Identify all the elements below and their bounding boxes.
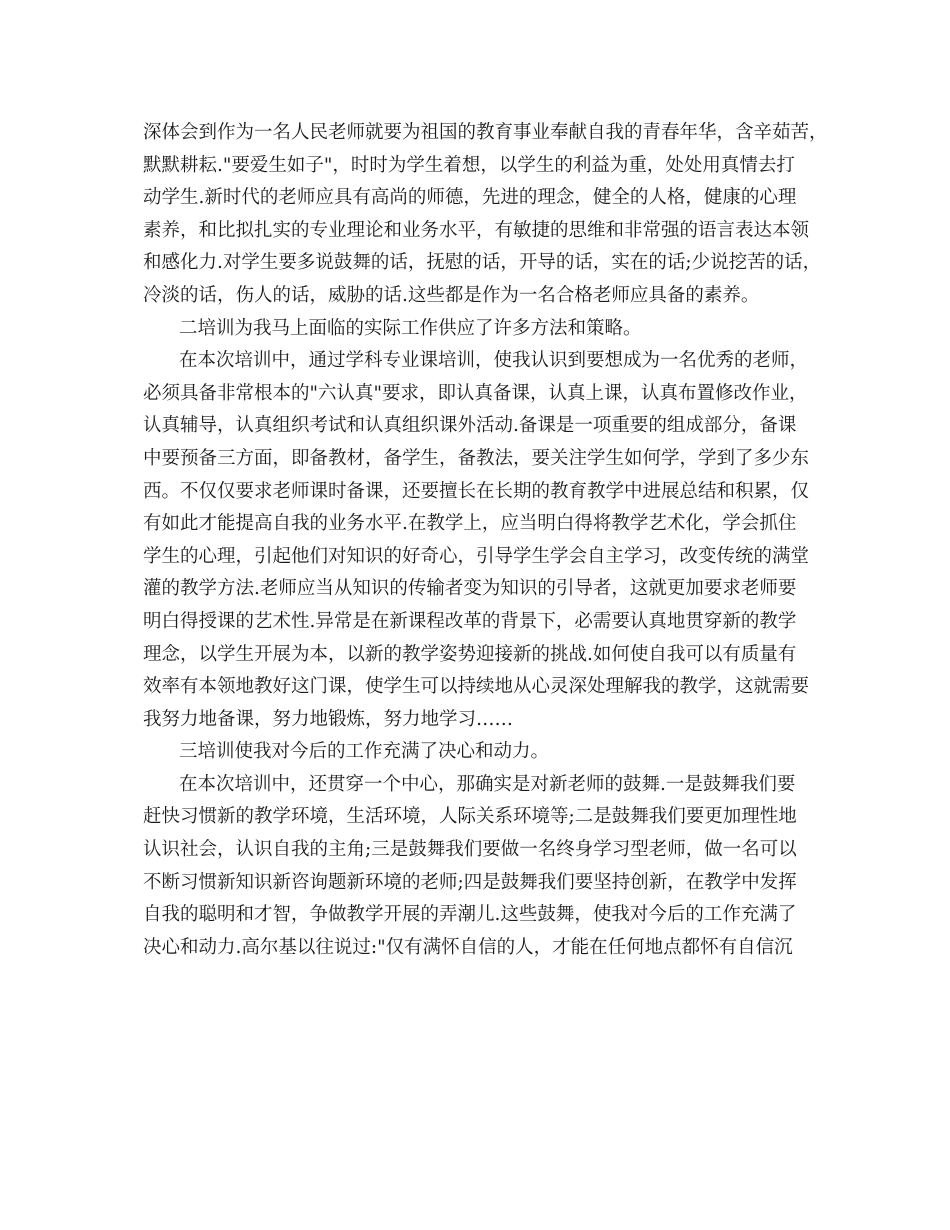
text-line: 赶快习惯新的教学环境，生活环境，人际关系环境等;二是鼓舞我们要更加理性地 — [143, 806, 797, 828]
text-line: 冷淡的话，伤人的话，威胁的话.这些都是作为一名合格老师应具备的素养。 — [143, 284, 760, 306]
text-line: 深体会到作为一名人民老师就要为祖国的教育事业奉献自我的青春年华，含辛茹苦， — [143, 122, 828, 143]
text-line: 灌的教学方法.老师应当从知识的传输者变为知识的引导者，这就更加要求老师要 — [143, 578, 797, 600]
text-line: 西。不仅仅要求老师课时备课，还要擅长在长期的教育教学中进展总结和积累，仅 — [143, 480, 810, 502]
text-line: 有如此才能提高自我的业务水平.在教学上，应当明白得将教学艺术化，学会抓住 — [143, 513, 797, 535]
text-line: 决心和动力.高尔基以往说过:"仅有满怀自信的人，才能在任何地点都怀有自信沉 — [143, 936, 793, 958]
text-line: 动学生.新时代的老师应具有高尚的师德，先进的理念，健全的人格，健康的心理 — [143, 187, 797, 209]
text-line: 在本次培训中，还贯穿一个中心，那确实是对新老师的鼓舞.一是鼓舞我们要 — [179, 773, 796, 795]
text-line: 理念，以学生开展为本，以新的教学姿势迎接新的挑战.如何使自我可以有质量有 — [143, 643, 797, 665]
text-line: 和感化力.对学生要多说鼓舞的话，抚慰的话，开导的话，实在的话;少说挖苦的话， — [143, 252, 822, 274]
text-line: 认识社会，认识自我的主角;三是鼓舞我们要做一名终身学习型老师，做一名可以 — [143, 839, 797, 861]
text-line: 在本次培训中，通过学科专业课培训，使我认识到要想成为一名优秀的老师， — [179, 350, 809, 372]
text-line: 认真辅导，认真组织考试和认真组织课外活动.备课是一项重要的组成部分，备课 — [143, 415, 797, 437]
text-line: 中要预备三方面，即备教材，备学生，备教法，要关注学生如何学，学到了多少东 — [143, 447, 810, 469]
text-line: 我努力地备课，努力地锻炼，努力地学习…… — [143, 708, 514, 730]
text-line: 默默耕耘."要爱生如子"，时时为学生着想，以学生的利益为重，处处用真情去打 — [143, 154, 795, 176]
text-line: 明白得授课的艺术性.异常是在新课程改革的背景下，必需要认真地贯穿新的教学 — [143, 610, 797, 632]
text-line: 不断习惯新知识新咨询题新环境的老师;四是鼓舞我们要坚持创新，在教学中发挥 — [143, 871, 797, 893]
section-heading: 三培训使我对今后的工作充满了决心和动力。 — [179, 741, 550, 763]
text-line: 必须具备非常根本的"六认真"要求，即认真备课，认真上课，认真布置修改作业， — [143, 382, 808, 404]
section-heading: 二培训为我马上面临的实际工作供应了许多方法和策略。 — [179, 317, 642, 339]
text-line: 自我的聪明和才智，争做教学开展的弄潮儿.这些鼓舞，使我对今后的工作充满了 — [143, 904, 797, 926]
text-line: 效率有本领地教好这门课，使学生可以持续地从心灵深处理解我的教学，这就需要 — [143, 676, 810, 698]
text-line: 学生的心理，引起他们对知识的好奇心，引导学生学会自主学习，改变传统的满堂 — [143, 545, 810, 567]
text-line: 素养，和比拟扎实的专业理论和业务水平，有敏捷的思维和非常强的语言表达本领 — [143, 219, 810, 241]
document-body — [143, 117, 843, 964]
